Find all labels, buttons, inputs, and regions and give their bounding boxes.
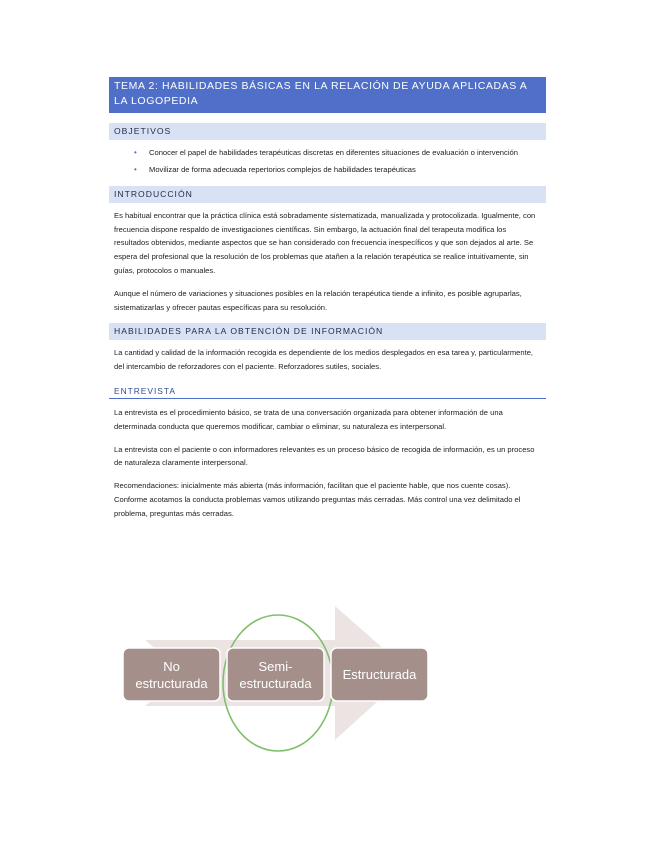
diagram-box-semi-estructurada bbox=[227, 648, 324, 701]
entrevista-paragraph: La entrevista con el paciente o con informadores relevantes es un proceso básico de recogida de información, es un proceso de naturaleza claramente interpersonal. bbox=[114, 444, 535, 468]
entrevista-paragraph: La entrevista es el procedimiento básico, se trata de una conversación organizada para obtener información de una determinada conducta que queremos modificar, cambiar o eliminar, su naturaleza es interpersonal. bbox=[114, 407, 503, 431]
objetivos-item: • Movilizar de forma adecuada repertorios complejos de habilidades terapéuticas bbox=[149, 164, 541, 176]
section-heading-habilidades: HABILIDADES PARA LA OBTENCIÓN DE INFORMACIÓN bbox=[109, 323, 546, 340]
subsection-heading-entrevista: ENTREVISTA bbox=[109, 386, 546, 399]
objetivos-item: • Conocer el papel de habilidades terapéuticas discretas en diferentes situaciones de evaluación o intervención bbox=[149, 147, 541, 159]
section-heading-objetivos: OBJETIVOS bbox=[109, 123, 546, 140]
diagram-box-label: estructurada bbox=[135, 676, 208, 691]
diagram-box-label: Semi- bbox=[258, 659, 293, 674]
entrevista-paragraph: Recomendaciones: inicialmente más abierta (más información, facilitan que el paciente hable, que nos cuente cosas). Conforme acotamos la conducta problemas vamos utilizando preguntas más cerradas. Más control una vez delimitado el problema, preguntas más cerradas. bbox=[114, 481, 521, 518]
introduccion-paragraph: Es habitual encontrar que la práctica clínica está sobradamente sistematizada, manualizada y protocolizada. Igualmente, con frecuencia dispone respaldo de investigaciones científicas. Sin embargo, la actuación final del terapeuta modifica los resultados obtenidos, mediante aspectos que se han considerado con frecuencia inespecíficos y que son dejados al arte. Se espera del profesional que la resolución de los problemas que atañen a la relación terapéutica se realice intuitivamente, sin guías, protocolos o manuales. bbox=[114, 210, 536, 275]
diagram-box-no-estructurada bbox=[123, 648, 220, 701]
diagram-box-label: No bbox=[163, 659, 180, 674]
diagram-box-label: Estructurada bbox=[342, 667, 417, 682]
introduccion-paragraph: Aunque el número de variaciones y situaciones posibles en la relación terapéutica tiende a infinito, es posible agruparlas, sistematizarlas y ofrecer pautas específicas para su resolución. bbox=[114, 288, 522, 312]
section-heading-introduccion: INTRODUCCIÓN bbox=[109, 186, 546, 203]
habilidades-paragraph: La cantidad y calidad de la información recogida es dependiente de los medios desplegados en esa tarea y, particularmente, del intercambio de reforzadores con el paciente. Reforzadores sutiles, sociales. bbox=[114, 348, 534, 372]
diagram-box-estructurada bbox=[331, 648, 428, 701]
diagram-box-label: estructurada bbox=[239, 676, 312, 691]
document-title: TEMA 2: HABILIDADES BÁSICAS EN LA RELACIÓN DE AYUDA APLICADAS A LA LOGOPEDIA bbox=[109, 77, 546, 113]
